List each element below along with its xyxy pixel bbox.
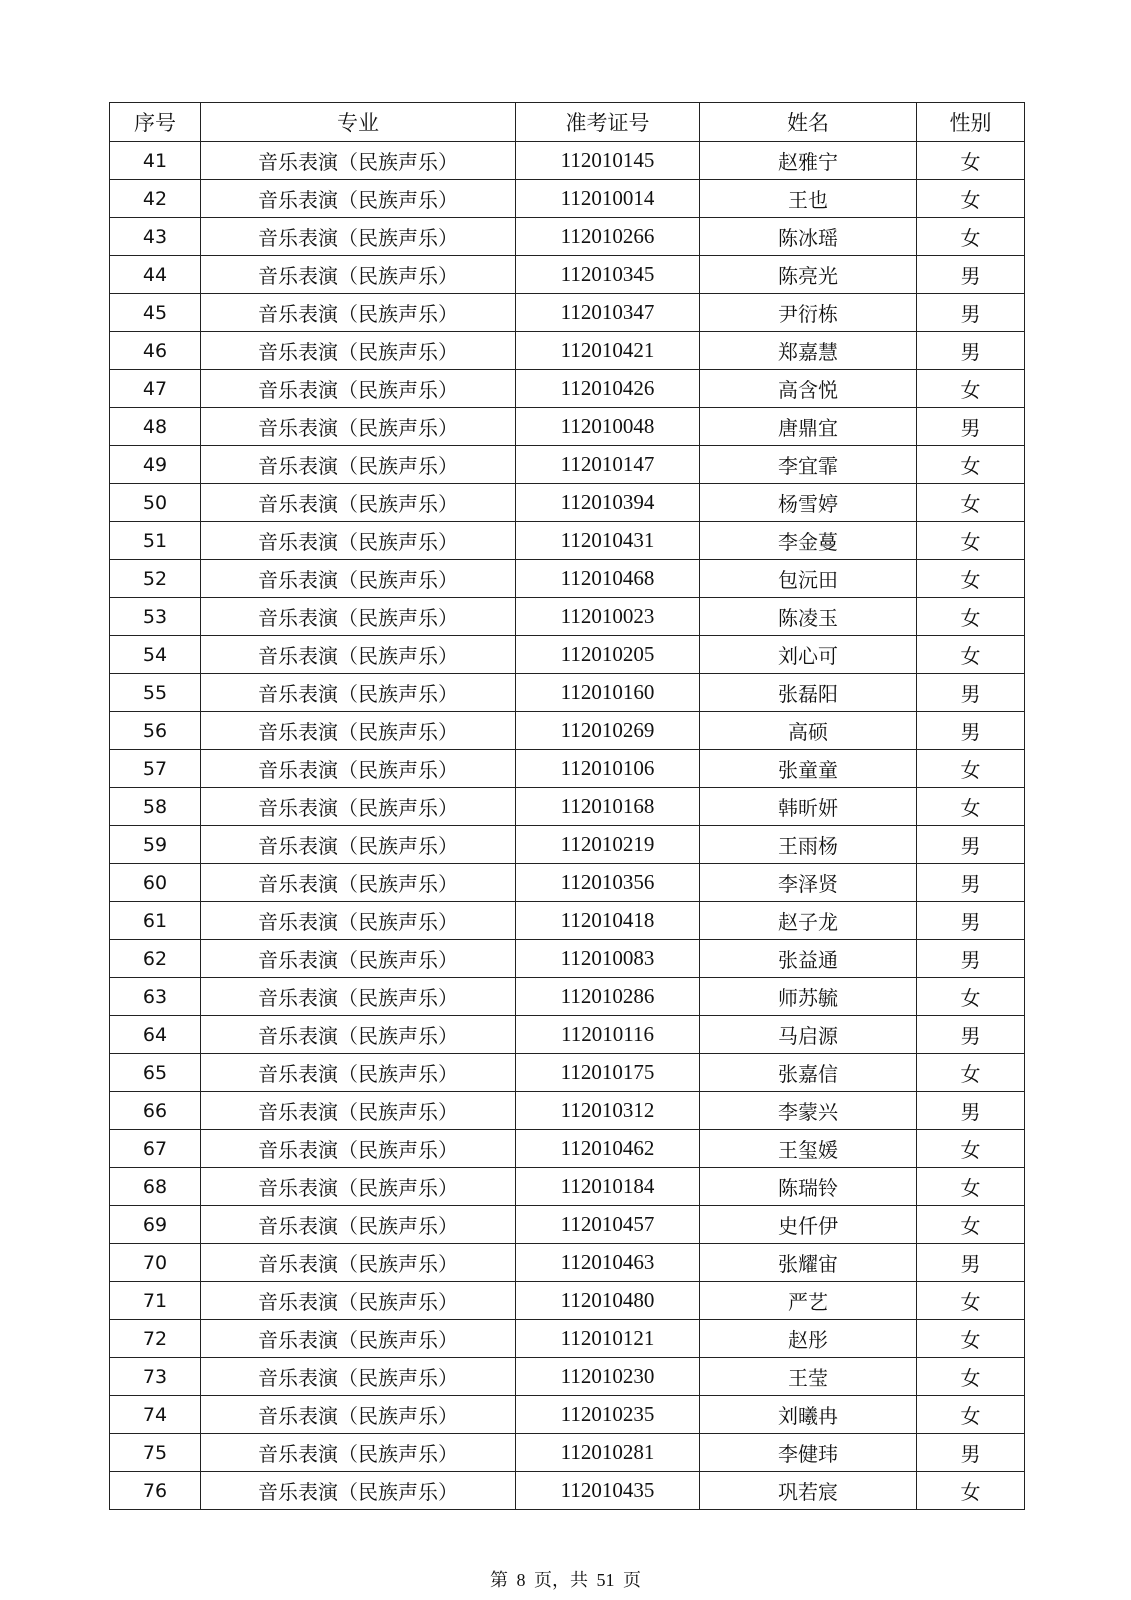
cell-major: 音乐表演（民族声乐）: [201, 1358, 516, 1396]
table-row: [110, 408, 1025, 446]
cell-major: 音乐表演（民族声乐）: [201, 484, 516, 522]
cell-seq: 42: [110, 180, 201, 218]
cell-seq: 61: [110, 902, 201, 940]
cell-exam-id: 112010235: [516, 1396, 700, 1434]
cell-gender: 男: [917, 1092, 1025, 1130]
table-row: [110, 1434, 1025, 1472]
cell-name: 王也: [700, 180, 917, 218]
cell-major: 音乐表演（民族声乐）: [201, 256, 516, 294]
cell-gender: 女: [917, 598, 1025, 636]
table-row: [110, 560, 1025, 598]
table-row: [110, 1206, 1025, 1244]
cell-major: 音乐表演（民族声乐）: [201, 522, 516, 560]
cell-exam-id: 112010048: [516, 408, 700, 446]
cell-name: 巩若宸: [700, 1472, 917, 1510]
cell-major: 音乐表演（民族声乐）: [201, 940, 516, 978]
table-row: [110, 1016, 1025, 1054]
cell-exam-id: 112010347: [516, 294, 700, 332]
cell-exam-id: 112010266: [516, 218, 700, 256]
cell-gender: 女: [917, 1320, 1025, 1358]
cell-exam-id: 112010106: [516, 750, 700, 788]
table-row: [110, 1320, 1025, 1358]
cell-gender: 女: [917, 1396, 1025, 1434]
cell-name: 李健玮: [700, 1434, 917, 1472]
table-row: [110, 864, 1025, 902]
cell-seq: 71: [110, 1282, 201, 1320]
cell-exam-id: 112010435: [516, 1472, 700, 1510]
cell-name: 张磊阳: [700, 674, 917, 712]
cell-gender: 男: [917, 826, 1025, 864]
cell-name: 严艺: [700, 1282, 917, 1320]
cell-seq: 55: [110, 674, 201, 712]
cell-name: 高含悦: [700, 370, 917, 408]
cell-major: 音乐表演（民族声乐）: [201, 180, 516, 218]
table-row: [110, 940, 1025, 978]
cell-seq: 49: [110, 446, 201, 484]
cell-name: 唐鼎宜: [700, 408, 917, 446]
cell-name: 陈冰瑶: [700, 218, 917, 256]
cell-major: 音乐表演（民族声乐）: [201, 1472, 516, 1510]
cell-major: 音乐表演（民族声乐）: [201, 1282, 516, 1320]
cell-seq: 44: [110, 256, 201, 294]
cell-exam-id: 112010421: [516, 332, 700, 370]
cell-name: 郑嘉慧: [700, 332, 917, 370]
header-seq: 序号: [110, 103, 201, 142]
cell-major: 音乐表演（民族声乐）: [201, 864, 516, 902]
cell-name: 张耀宙: [700, 1244, 917, 1282]
cell-seq: 76: [110, 1472, 201, 1510]
table-row: [110, 332, 1025, 370]
cell-name: 史仟伊: [700, 1206, 917, 1244]
cell-seq: 54: [110, 636, 201, 674]
cell-gender: 男: [917, 712, 1025, 750]
cell-name: 马启源: [700, 1016, 917, 1054]
cell-gender: 男: [917, 1016, 1025, 1054]
cell-exam-id: 112010286: [516, 978, 700, 1016]
cell-gender: 女: [917, 788, 1025, 826]
cell-major: 音乐表演（民族声乐）: [201, 598, 516, 636]
cell-exam-id: 112010345: [516, 256, 700, 294]
cell-exam-id: 112010219: [516, 826, 700, 864]
cell-exam-id: 112010147: [516, 446, 700, 484]
cell-seq: 57: [110, 750, 201, 788]
cell-name: 师苏毓: [700, 978, 917, 1016]
table-row: [110, 788, 1025, 826]
cell-major: 音乐表演（民族声乐）: [201, 674, 516, 712]
cell-seq: 73: [110, 1358, 201, 1396]
table-row: [110, 598, 1025, 636]
cell-major: 音乐表演（民族声乐）: [201, 142, 516, 180]
table-row: [110, 446, 1025, 484]
cell-seq: 70: [110, 1244, 201, 1282]
cell-name: 陈亮光: [700, 256, 917, 294]
cell-gender: 女: [917, 1168, 1025, 1206]
table-row: [110, 484, 1025, 522]
cell-major: 音乐表演（民族声乐）: [201, 1434, 516, 1472]
cell-major: 音乐表演（民族声乐）: [201, 1054, 516, 1092]
header-gender: 性别: [917, 103, 1025, 142]
cell-name: 刘曦冉: [700, 1396, 917, 1434]
cell-exam-id: 112010480: [516, 1282, 700, 1320]
cell-exam-id: 112010463: [516, 1244, 700, 1282]
cell-major: 音乐表演（民族声乐）: [201, 218, 516, 256]
cell-name: 高硕: [700, 712, 917, 750]
cell-gender: 女: [917, 446, 1025, 484]
cell-name: 张嘉信: [700, 1054, 917, 1092]
cell-seq: 59: [110, 826, 201, 864]
cell-gender: 女: [917, 522, 1025, 560]
table-row: [110, 1092, 1025, 1130]
table-body: [110, 142, 1025, 1510]
cell-gender: 男: [917, 1434, 1025, 1472]
cell-gender: 男: [917, 256, 1025, 294]
cell-seq: 46: [110, 332, 201, 370]
cell-major: 音乐表演（民族声乐）: [201, 408, 516, 446]
cell-name: 张益通: [700, 940, 917, 978]
table-row: [110, 142, 1025, 180]
header-name: 姓名: [700, 103, 917, 142]
cell-major: 音乐表演（民族声乐）: [201, 1168, 516, 1206]
cell-gender: 男: [917, 408, 1025, 446]
cell-seq: 53: [110, 598, 201, 636]
cell-name: 王雨杨: [700, 826, 917, 864]
cell-name: 刘心可: [700, 636, 917, 674]
cell-seq: 62: [110, 940, 201, 978]
cell-seq: 58: [110, 788, 201, 826]
cell-major: 音乐表演（民族声乐）: [201, 1396, 516, 1434]
cell-major: 音乐表演（民族声乐）: [201, 826, 516, 864]
cell-major: 音乐表演（民族声乐）: [201, 636, 516, 674]
table-row: [110, 636, 1025, 674]
cell-gender: 男: [917, 332, 1025, 370]
cell-name: 赵彤: [700, 1320, 917, 1358]
cell-major: 音乐表演（民族声乐）: [201, 712, 516, 750]
cell-major: 音乐表演（民族声乐）: [201, 902, 516, 940]
cell-gender: 女: [917, 636, 1025, 674]
cell-exam-id: 112010356: [516, 864, 700, 902]
cell-name: 李金蔓: [700, 522, 917, 560]
cell-name: 李宜霏: [700, 446, 917, 484]
cell-major: 音乐表演（民族声乐）: [201, 1016, 516, 1054]
cell-major: 音乐表演（民族声乐）: [201, 370, 516, 408]
cell-gender: 女: [917, 1130, 1025, 1168]
cell-seq: 52: [110, 560, 201, 598]
cell-name: 赵子龙: [700, 902, 917, 940]
table-row: [110, 712, 1025, 750]
cell-gender: 男: [917, 902, 1025, 940]
cell-gender: 女: [917, 370, 1025, 408]
cell-exam-id: 112010014: [516, 180, 700, 218]
cell-gender: 女: [917, 484, 1025, 522]
cell-exam-id: 112010468: [516, 560, 700, 598]
cell-gender: 女: [917, 218, 1025, 256]
cell-seq: 72: [110, 1320, 201, 1358]
cell-seq: 63: [110, 978, 201, 1016]
cell-gender: 女: [917, 560, 1025, 598]
cell-exam-id: 112010394: [516, 484, 700, 522]
cell-major: 音乐表演（民族声乐）: [201, 788, 516, 826]
cell-exam-id: 112010168: [516, 788, 700, 826]
cell-seq: 75: [110, 1434, 201, 1472]
cell-name: 杨雪婷: [700, 484, 917, 522]
cell-gender: 男: [917, 1244, 1025, 1282]
cell-seq: 47: [110, 370, 201, 408]
cell-name: 李泽贤: [700, 864, 917, 902]
cell-name: 韩昕妍: [700, 788, 917, 826]
cell-name: 王玺媛: [700, 1130, 917, 1168]
table-row: [110, 750, 1025, 788]
cell-gender: 女: [917, 1282, 1025, 1320]
table-row: [110, 902, 1025, 940]
cell-exam-id: 112010418: [516, 902, 700, 940]
cell-seq: 51: [110, 522, 201, 560]
table-header-row: [110, 103, 1025, 142]
table-row: [110, 218, 1025, 256]
cell-gender: 女: [917, 1206, 1025, 1244]
cell-exam-id: 112010457: [516, 1206, 700, 1244]
cell-name: 王莹: [700, 1358, 917, 1396]
cell-seq: 43: [110, 218, 201, 256]
table-row: [110, 294, 1025, 332]
table-row: [110, 256, 1025, 294]
table-row: [110, 1168, 1025, 1206]
cell-gender: 男: [917, 294, 1025, 332]
cell-exam-id: 112010269: [516, 712, 700, 750]
cell-name: 陈凌玉: [700, 598, 917, 636]
table-row: [110, 674, 1025, 712]
table-row: [110, 370, 1025, 408]
cell-gender: 女: [917, 180, 1025, 218]
cell-exam-id: 112010431: [516, 522, 700, 560]
cell-major: 音乐表演（民族声乐）: [201, 978, 516, 1016]
cell-gender: 女: [917, 750, 1025, 788]
cell-name: 李蒙兴: [700, 1092, 917, 1130]
table-row: [110, 180, 1025, 218]
cell-exam-id: 112010426: [516, 370, 700, 408]
cell-gender: 女: [917, 978, 1025, 1016]
cell-exam-id: 112010116: [516, 1016, 700, 1054]
cell-gender: 女: [917, 1054, 1025, 1092]
cell-seq: 65: [110, 1054, 201, 1092]
cell-name: 包沅田: [700, 560, 917, 598]
table-row: [110, 1054, 1025, 1092]
cell-seq: 56: [110, 712, 201, 750]
cell-exam-id: 112010184: [516, 1168, 700, 1206]
cell-exam-id: 112010023: [516, 598, 700, 636]
cell-gender: 男: [917, 674, 1025, 712]
table-row: [110, 1244, 1025, 1282]
cell-exam-id: 112010205: [516, 636, 700, 674]
cell-gender: 女: [917, 142, 1025, 180]
table-row: [110, 826, 1025, 864]
cell-major: 音乐表演（民族声乐）: [201, 294, 516, 332]
cell-seq: 68: [110, 1168, 201, 1206]
cell-gender: 女: [917, 1358, 1025, 1396]
cell-exam-id: 112010083: [516, 940, 700, 978]
cell-seq: 48: [110, 408, 201, 446]
cell-seq: 64: [110, 1016, 201, 1054]
table-row: [110, 978, 1025, 1016]
cell-major: 音乐表演（民族声乐）: [201, 750, 516, 788]
cell-major: 音乐表演（民族声乐）: [201, 1206, 516, 1244]
cell-seq: 66: [110, 1092, 201, 1130]
table-row: [110, 1282, 1025, 1320]
cell-major: 音乐表演（民族声乐）: [201, 332, 516, 370]
cell-major: 音乐表演（民族声乐）: [201, 1244, 516, 1282]
cell-gender: 男: [917, 940, 1025, 978]
cell-exam-id: 112010230: [516, 1358, 700, 1396]
cell-seq: 67: [110, 1130, 201, 1168]
cell-gender: 男: [917, 864, 1025, 902]
cell-exam-id: 112010281: [516, 1434, 700, 1472]
cell-exam-id: 112010312: [516, 1092, 700, 1130]
cell-seq: 60: [110, 864, 201, 902]
cell-major: 音乐表演（民族声乐）: [201, 446, 516, 484]
cell-exam-id: 112010462: [516, 1130, 700, 1168]
cell-exam-id: 112010160: [516, 674, 700, 712]
cell-major: 音乐表演（民族声乐）: [201, 1320, 516, 1358]
table-row: [110, 1396, 1025, 1434]
cell-name: 张童童: [700, 750, 917, 788]
cell-major: 音乐表演（民族声乐）: [201, 1092, 516, 1130]
table-row: [110, 1358, 1025, 1396]
candidate-table: [109, 102, 1025, 1510]
cell-seq: 69: [110, 1206, 201, 1244]
cell-seq: 50: [110, 484, 201, 522]
cell-name: 尹衍栋: [700, 294, 917, 332]
cell-seq: 74: [110, 1396, 201, 1434]
table-row: [110, 522, 1025, 560]
table-row: [110, 1472, 1025, 1510]
header-major: 专业: [201, 103, 516, 142]
header-exam-id: 准考证号: [516, 103, 700, 142]
cell-name: 陈瑞铃: [700, 1168, 917, 1206]
table-row: [110, 1130, 1025, 1168]
cell-seq: 41: [110, 142, 201, 180]
cell-major: 音乐表演（民族声乐）: [201, 1130, 516, 1168]
cell-major: 音乐表演（民族声乐）: [201, 560, 516, 598]
cell-seq: 45: [110, 294, 201, 332]
cell-name: 赵雅宁: [700, 142, 917, 180]
cell-exam-id: 112010145: [516, 142, 700, 180]
cell-exam-id: 112010175: [516, 1054, 700, 1092]
cell-exam-id: 112010121: [516, 1320, 700, 1358]
page-footer: 第 8 页，共 51 页: [490, 1570, 641, 1590]
cell-gender: 女: [917, 1472, 1025, 1510]
